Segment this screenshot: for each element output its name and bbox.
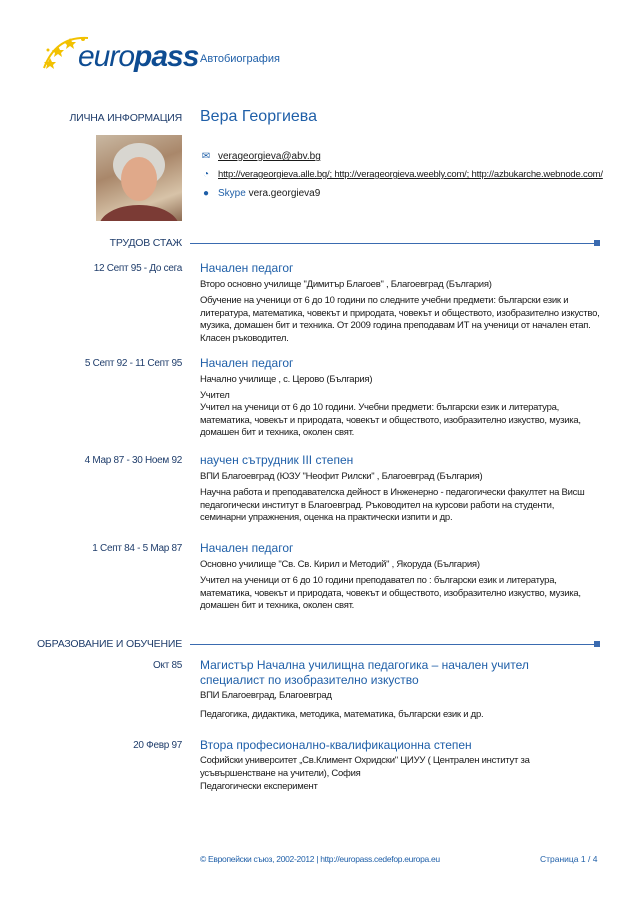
profile-photo: [96, 135, 182, 221]
contact-email-row: [200, 151, 321, 162]
work-org: ВПИ Благоевград (ЮЗУ "Неофит Рилски" , Благоевград (България): [200, 471, 483, 482]
work-desc: Научна работа и преподавателска дейност в Инженерно - педагогически факултет на Висш педагогически институт в Благоевград. Ръководител на курсови работи на студенти, семинарни упражнения, оценка на практически изпити и др.: [200, 487, 585, 523]
section-rule-education: [190, 644, 596, 645]
section-rule-marker: [594, 641, 600, 647]
education-title: Магистър Начална училищна педагогика – начален учител специалист по изобразително изкуство: [200, 658, 529, 687]
work-date: 4 Мар 87 - 30 Ноем 92: [84, 455, 182, 466]
education-title: Втора професионално-квалификационна степен: [200, 738, 472, 752]
europass-logo: [36, 28, 199, 78]
section-rule-marker: [594, 240, 600, 246]
footer-copyright: © Европейски съюз, 2002-2012 | http://europass.cedefop.europa.eu: [200, 854, 440, 864]
work-title: Начален педагог: [200, 356, 294, 370]
globe-icon: ◔: [202, 169, 210, 180]
contact-website-row: [200, 169, 603, 180]
work-org: Второ основно училище "Димитър Благоев" , Благоевград (България): [200, 279, 492, 290]
work-desc: Учител: [200, 390, 230, 401]
skype-id: vera.georgieva9: [248, 188, 321, 199]
work-title: научен сътрудник III степен: [200, 453, 354, 467]
work-title: Начален педагог: [200, 261, 294, 275]
education-org: ВПИ Благоевград, Благоевград: [200, 690, 332, 701]
education-date: Окт 85: [153, 660, 182, 671]
person-name: Вера Георгиева: [200, 108, 317, 125]
logo-text-euro: euro: [78, 40, 135, 73]
logo-text-pass: pass: [134, 40, 199, 73]
section-label-education: ОБРАЗОВАНИЕ И ОБУЧЕНИЕ: [36, 638, 182, 650]
education-date: 20 Февр 97: [133, 740, 182, 751]
work-desc: Учител на ученици от 6 до 10 години преподавател по : български език и литература, математика, човекът и природата, човекът и обществото, изобразително изкуство, музика, домашен бит и техника, околен свят.: [200, 575, 581, 611]
work-date: 12 Септ 95 - До сега: [93, 263, 182, 274]
email-link[interactable]: verageorgieva@abv.bg: [218, 151, 321, 162]
work-desc: Обучение на ученици от 6 до 10 години по следните учебни предмети: български език и литература, математика, човекът и природата, човекът и обществото, изобразително изкуство, музика, домашен бит и техника. От 2009 година преподавам ИТ на ученици от начален етап. Класен ръководител.: [200, 295, 600, 344]
section-rule-work: [190, 243, 596, 244]
work-desc: Учител на ученици от 6 до 10 години. Учебни предмети: български език и литература, математика, човекът и природата, човекът и обществото, изобразително изкуство, музика, домашен бит и техника, околен свят.: [200, 402, 581, 438]
envelope-icon: ✉: [201, 151, 211, 162]
education-desc: Педагогика, дидактика, методика, математика, български език и др.: [200, 709, 484, 720]
page-number: Страница 1 / 4: [540, 854, 598, 864]
work-title: Начален педагог: [200, 541, 294, 555]
work-date: 1 Септ 84 - 5 Мар 87: [92, 543, 182, 554]
education-org: Софийски университет „Св.Климент Охридски" ЦИУУ ( Централен институт за усъвършенстване на учители), София: [200, 755, 530, 779]
section-label-work: ТРУДОВ СТАЖ: [109, 237, 182, 249]
work-org: Основно училище "Св. Св. Кирил и Методий" , Якоруда (България): [200, 559, 480, 570]
work-org: Начално училище , с. Церово (България): [200, 374, 373, 385]
education-desc: Педагогически експеримент: [200, 781, 318, 792]
skype-label: Skype: [218, 188, 246, 199]
website-links[interactable]: http://verageorgieva.alle.bg/; http://verageorgieva.weebly.com/; http://azbukarche.webnode.com/: [218, 169, 603, 180]
contact-skype-row: [200, 188, 320, 199]
document-title: Автобиография: [200, 53, 280, 65]
section-label-personal: ЛИЧНА ИНФОРМАЦИЯ: [69, 112, 182, 124]
work-date: 5 Септ 92 - 11 Септ 95: [84, 358, 182, 369]
speech-bubble-icon: ●: [202, 188, 210, 199]
